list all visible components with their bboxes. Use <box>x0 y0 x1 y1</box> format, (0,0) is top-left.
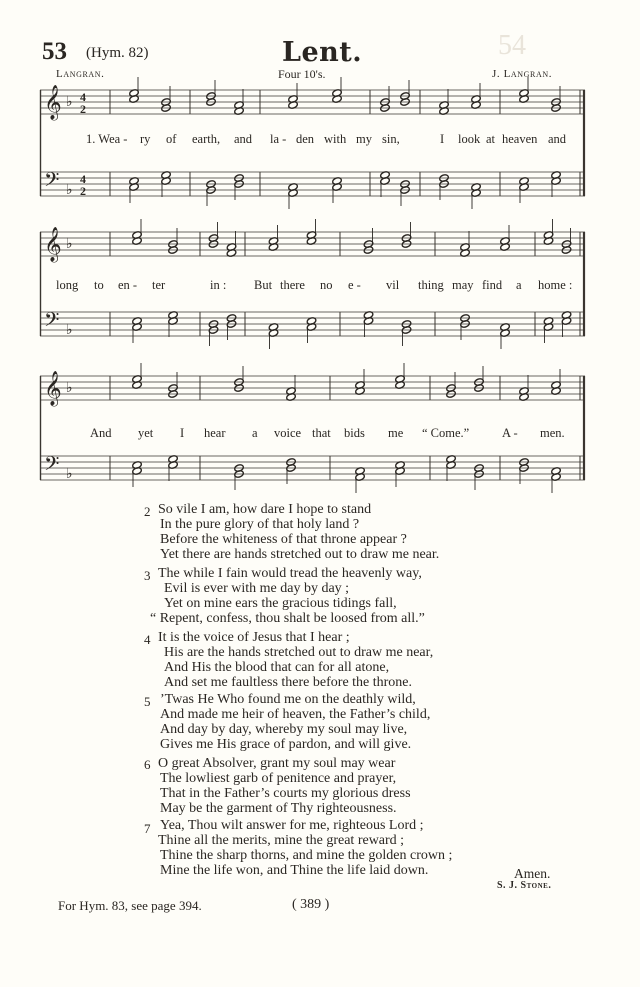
time-signature-bottom: 2 <box>80 184 86 198</box>
verse-line: His are the hands stretched out to draw me near, <box>164 645 434 660</box>
stanza-number: 5 <box>144 694 151 709</box>
stanza-6 <box>0 756 640 818</box>
page-number: ( 389 ) <box>292 897 330 912</box>
verse-line: And day by day, whereby my soul may live, <box>160 722 408 737</box>
syllable: earth, <box>192 132 221 146</box>
verse-line: The lowliest garb of penitence and prayer, <box>160 771 397 786</box>
lyrics-row-2 <box>40 278 585 294</box>
syllable: my <box>356 132 372 146</box>
syllable: But <box>254 278 273 292</box>
verse-line: “ Repent, confess, thou shalt be loosed from all.” <box>150 611 425 626</box>
syllable: no <box>320 278 333 292</box>
verse-line: The while I fain would tread the heavenly way, <box>158 566 422 581</box>
faded-next-hymn-number: 54 <box>498 30 526 61</box>
verse-line: It is the voice of Jesus that I hear ; <box>158 630 350 645</box>
music-system-2 <box>40 228 585 350</box>
syllable: ry <box>140 132 151 146</box>
time-signature-top: 4 <box>80 172 86 186</box>
syllable: men. <box>540 426 565 440</box>
amen-text: Amen. <box>514 866 551 881</box>
syllable: And <box>90 426 112 440</box>
verse-line: Evil is ever with me day by day ; <box>164 581 350 596</box>
flat-icon: ♭ <box>66 466 73 482</box>
syllable: 1. Wea - <box>86 132 128 146</box>
music-system-3 <box>40 372 585 496</box>
stanza-number: 3 <box>144 568 151 583</box>
syllable: there <box>280 278 305 292</box>
syllable: hear <box>204 426 226 440</box>
tune-name: Langran. <box>56 68 105 80</box>
stanza-5 <box>0 692 640 754</box>
syllable: may <box>452 278 474 292</box>
verse-line: Gives me His grace of pardon, and will give. <box>160 737 412 752</box>
syllable: la - <box>270 132 287 146</box>
syllable: a <box>252 426 258 440</box>
syllable: den <box>296 132 315 146</box>
syllable: vil <box>386 278 400 292</box>
syllable: bids <box>344 426 365 440</box>
verse-line: Thine all the merits, mine the great reward ; <box>158 833 405 848</box>
syllable: en - <box>118 278 138 292</box>
verse-line: So vile I am, how dare I hope to stand <box>158 502 372 517</box>
time-signature-bottom: 2 <box>80 102 86 116</box>
meter: Four 10's. <box>278 67 326 81</box>
syllable: of <box>166 132 177 146</box>
stanza-number: 4 <box>144 632 151 647</box>
syllable: with <box>324 132 347 146</box>
hymn-reference: (Hym. 82) <box>86 45 149 61</box>
verse-line: May be the garment of Thy righteousness. <box>160 801 397 816</box>
verse-line: Before the whiteness of that throne appear ? <box>160 532 407 547</box>
bass-clef-icon: 𝄢 <box>44 308 60 336</box>
flat-icon: ♭ <box>66 236 73 252</box>
syllable: e - <box>348 278 361 292</box>
syllable: me <box>388 426 404 440</box>
syllable: that <box>312 426 331 440</box>
syllable: ter <box>152 278 166 292</box>
stanza-number: 6 <box>144 757 151 772</box>
music-system-1 <box>40 86 585 206</box>
flat-icon: ♭ <box>66 322 73 338</box>
stanza-2 <box>0 502 640 564</box>
verse-line: In the pure glory of that holy land ? <box>160 517 360 532</box>
syllable: yet <box>138 426 154 440</box>
syllable: heaven <box>502 132 538 146</box>
syllable: A - <box>502 426 518 440</box>
syllable: “ Come.” <box>422 426 470 440</box>
verse-line: And made me heir of heaven, the Father’s child, <box>160 707 431 722</box>
verse-line: And His the blood that can for all atone, <box>164 660 390 675</box>
syllable: long <box>56 278 79 292</box>
verse-line: Mine the life won, and Thine the life laid down. <box>160 863 429 878</box>
verse-line: Yet there are hands stretched out to draw me near. <box>160 547 440 562</box>
syllable: home : <box>538 278 573 292</box>
syllable: voice <box>274 426 302 440</box>
syllable: to <box>94 278 104 292</box>
syllable: at <box>486 132 496 146</box>
verse-line: ’Twas He Who found me on the deathly wild, <box>160 692 416 707</box>
flat-icon: ♭ <box>66 182 73 198</box>
syllable: look <box>458 132 481 146</box>
stanza-number: 2 <box>144 504 151 519</box>
syllable: I <box>180 426 185 440</box>
verse-line: That in the Father’s courts my glorious dress <box>160 786 411 801</box>
verse-line: Yea, Thou wilt answer for me, righteous Lord ; <box>160 818 424 833</box>
verse-line: Thine the sharp thorns, and mine the golden crown ; <box>160 848 453 863</box>
lyrics-row-1 <box>40 132 585 148</box>
treble-clef-icon: 𝄞 <box>44 371 62 406</box>
stanza-number: 7 <box>144 821 151 836</box>
hymn-number: 53 <box>42 38 67 65</box>
treble-clef-icon: 𝄞 <box>44 85 62 120</box>
syllable: find <box>482 278 503 292</box>
verse-line: O great Absolver, grant my soul may wear <box>158 756 396 771</box>
time-signature-top: 4 <box>80 90 86 104</box>
syllable: thing <box>418 278 444 292</box>
author-signature: S. J. Stone. <box>497 880 552 891</box>
flat-icon: ♭ <box>66 94 73 110</box>
hymn-title: Lent. <box>282 37 363 68</box>
lyrics-row-3 <box>40 426 585 442</box>
syllable: I <box>440 132 445 146</box>
composer-name: J. Langran. <box>492 68 553 80</box>
bass-clef-icon: 𝄢 <box>44 168 60 196</box>
cross-reference: For Hym. 83, see page 394. <box>58 898 202 913</box>
bass-clef-icon: 𝄢 <box>44 452 60 480</box>
verse-line: And set me faultless there before the throne. <box>164 675 413 690</box>
stanza-3 <box>0 566 640 628</box>
stanza-4 <box>0 630 640 692</box>
flat-icon: ♭ <box>66 380 73 396</box>
syllable: and <box>234 132 253 146</box>
syllable: a <box>516 278 522 292</box>
syllable: sin, <box>382 132 400 146</box>
treble-clef-icon: 𝄞 <box>44 227 62 262</box>
syllable: and <box>548 132 567 146</box>
syllable: in : <box>210 278 227 292</box>
verse-line: Yet on mine ears the gracious tidings fall, <box>164 596 397 611</box>
